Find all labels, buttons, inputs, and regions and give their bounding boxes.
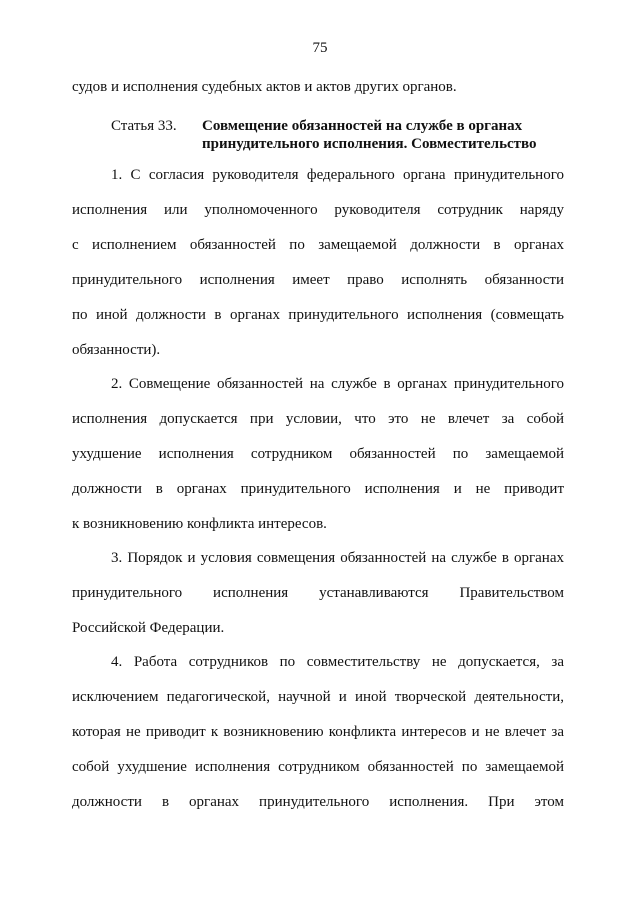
paragraph-line: обязанности).	[72, 342, 161, 358]
paragraph-line: с исполнением обязанностей по замещаемой должности в органах	[72, 237, 564, 253]
paragraph-line: исполнения допускается при условии, что это не влечет за собой	[72, 411, 564, 427]
paragraph-line: к возникновению конфликта интересов.	[72, 516, 327, 532]
article-title	[202, 117, 562, 153]
article-label: Статья 33.	[111, 118, 177, 134]
paragraph-line: должности в органах принудительного исполнения и не приводит	[72, 481, 564, 497]
paragraph-line: ухудшение исполнения сотрудником обязанностей по замещаемой	[72, 446, 564, 462]
paragraph-line: 1. С согласия руководителя федерального органа принудительного	[111, 167, 564, 183]
paragraph-line: Российской Федерации.	[72, 620, 225, 636]
paragraph-line: исполнения или уполномоченного руководителя сотрудник наряду	[72, 202, 564, 218]
paragraph-line: исключением педагогической, научной и иной творческой деятельности,	[72, 689, 564, 705]
paragraph-line: принудительного исполнения имеет право исполнять обязанности	[72, 272, 564, 288]
paragraph-line: 3. Порядок и условия совмещения обязанностей на службе в органах	[111, 550, 564, 566]
page-number: 75	[312, 40, 328, 56]
paragraph-line: принудительного исполнения устанавливаются Правительством	[72, 585, 564, 601]
intro-line: судов и исполнения судебных актов и актов других органов.	[72, 79, 457, 95]
paragraph-line: которая не приводит к возникновению конфликта интересов и не влечет за	[72, 724, 564, 740]
paragraph-line: собой ухудшение исполнения сотрудником обязанностей по замещаемой	[72, 759, 564, 775]
article-title-line: принудительного исполнения. Совместительство	[202, 136, 537, 152]
paragraph-line: 4. Работа сотрудников по совместительству не допускается, за	[111, 654, 564, 670]
paragraph-line: по иной должности в органах принудительного исполнения (совмещать	[72, 307, 564, 323]
paragraph-line: должности в органах принудительного исполнения. При этом	[72, 794, 564, 810]
article-title-line: Совмещение обязанностей на службе в органах	[202, 118, 523, 134]
paragraph-line: 2. Совмещение обязанностей на службе в органах принудительного	[111, 376, 564, 392]
